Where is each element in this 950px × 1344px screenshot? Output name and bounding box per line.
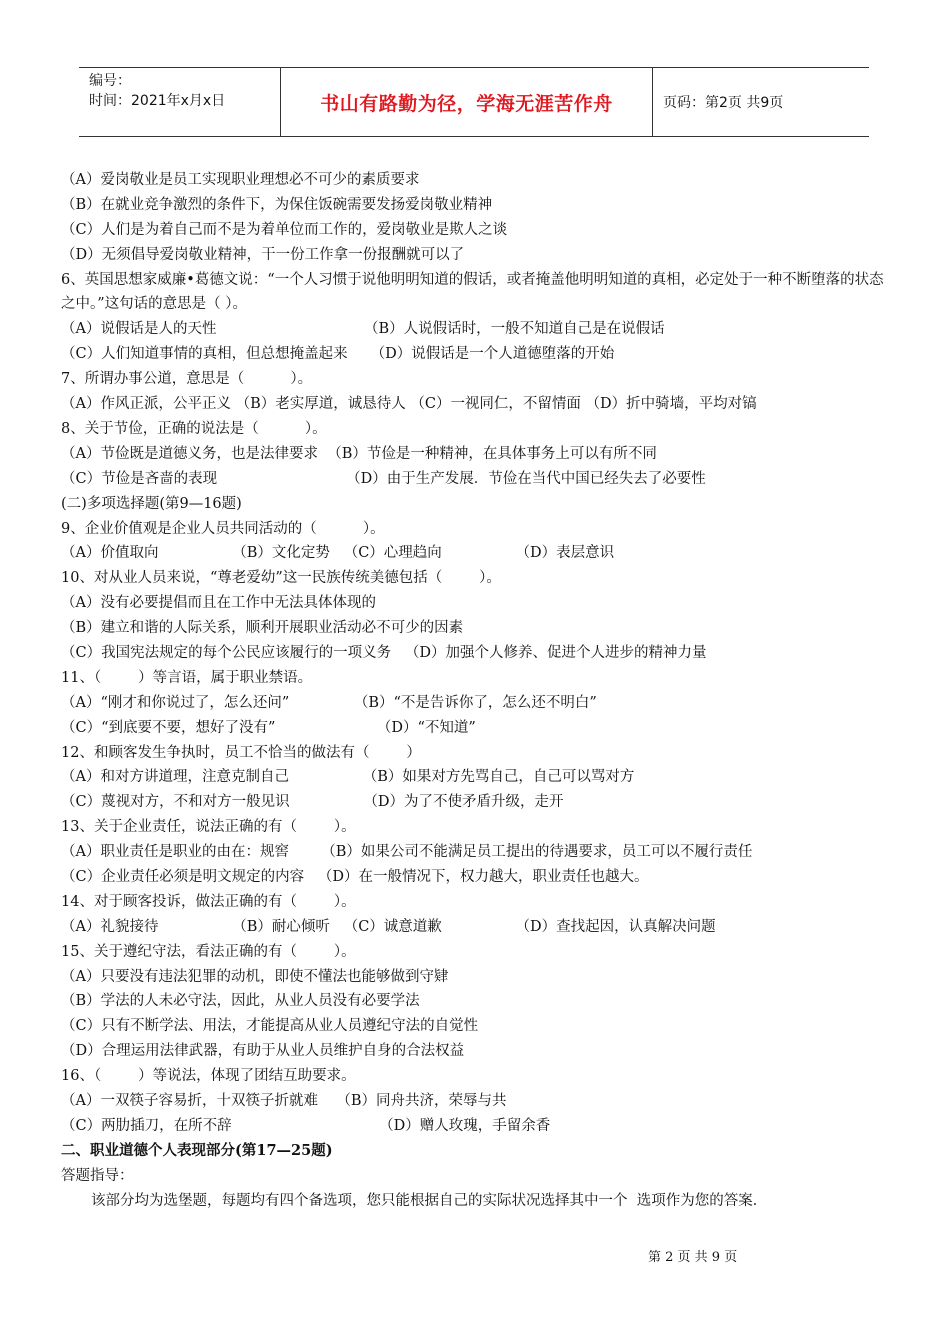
- text-line: （A）只要没有违法犯罪的动机，即使不懂法也能够做到守肄: [61, 968, 449, 985]
- text-line: （A）节俭既是道德义务，也是法律要求 （B）节俭是一种精神，在具体事务上可以有所不同: [61, 445, 657, 462]
- text-line: （A）职业责任是职业的由在：规窖 （B）如果公司不能满足员工提出的待遇要求，员工可以不履行责任: [61, 844, 753, 861]
- text-line: （C）“到底要不要，想好了没有” （D）“不知道”: [61, 719, 476, 736]
- text-line: （A）一双筷子容易折，十双筷子折就难 （B）同舟共济，荣辱与共: [61, 1093, 507, 1109]
- text-line: （C）节俭是吝啬的表现 （D）由于生产发展．节俭在当代中国已经失去了必要性: [61, 470, 706, 487]
- text-line: （C）我国宪法规定的每个公民应该履行的一项义务 （D）加强个人修养、促进个人进步的精神力量: [61, 644, 707, 661]
- text-line: （C）蔑视对方，不和对方一般见识 （D）为了不使矛盾升级，走开: [61, 794, 564, 811]
- text-line: （C）两肋插刀，在所不辞 （D）赠人玫瑰，手留余香: [61, 1117, 551, 1134]
- question-12: 12、和顾客发生争执时，员工不恰当的做法有（ ）: [61, 744, 421, 761]
- question-7: 7、所谓办事公道，意思是（ ）。: [61, 371, 313, 388]
- header-left-cell: [79, 68, 281, 136]
- question-9: 9、企业价值观是企业人员共同活动的（ ）。: [61, 520, 385, 537]
- instructions-text: 该部分均为选堡题，每题均有四个备选项，您只能根据自己的实际状况选择其中一个 选项作为您的答案．: [91, 1192, 768, 1209]
- text-line: （C）企业责任必须是明文规定的内容 （D）在一般情况下，权力越大，职业责任也越大。: [61, 868, 649, 885]
- page-indicator: 页码：第2页 共9页: [663, 95, 784, 111]
- text-line: （C）人们是为着自己而不是为着单位而工作的，爱岗敬业是欺人之谈: [61, 221, 508, 238]
- text-line: （D）合理运用法律武器，有助于从业人员维护自身的合法权益: [61, 1043, 465, 1060]
- question-16: 16、（ ）等说法，体现了团结互助要求。: [61, 1068, 356, 1085]
- text-line: （C）人们知道事情的真相，但总想掩盖起来 （D）说假话是一个人道德堕落的开始: [61, 346, 615, 363]
- question-15: 15、关于遵纪守法，看法正确的有（ ）。: [61, 943, 356, 960]
- text-line: （D）无须倡导爱岗敬业精神，干一份工作拿一份报酬就可以了: [61, 246, 465, 263]
- time-label: 时间：2021年x月x日: [89, 93, 226, 109]
- question-10: 10、对从业人员来说，“尊老爱幼”这一民族传统美德包括（ ）。: [61, 570, 501, 587]
- instructions-label: 答题指导：: [61, 1167, 134, 1184]
- part-two-heading: 二、职业道德个人表现部分(第17—25题): [61, 1141, 333, 1159]
- question-14: 14、对于顾客投诉，做法正确的有（ ）。: [61, 893, 356, 910]
- text-line: （B）建立和谐的人际关系，顺利开展职业活动必不可少的因素: [61, 620, 464, 637]
- text-line: （C）只有不断学法、用法，才能提高从业人员遵纪守法的自觉性: [61, 1018, 479, 1035]
- text-line: （B）在就业竞争激烈的条件下，为保住饭碗需要发扬爱岗敬业精神: [61, 196, 493, 213]
- text-line: （A）说假话是人的天性 （B）人说假话时，一般不知道自己是在说假话: [61, 321, 665, 338]
- question-7-options: （A）作风正派，公平正义 （B）老实厚道，诚恳待人 （C）一视同仁，不留情面 （D）折中骑墙，平均对镐: [61, 396, 757, 413]
- text-line: （A）没有必要提倡而且在工作中无法具体体现的: [61, 595, 376, 612]
- text-line: （A）礼貌接待 （B）耐心倾听 （C）诚意道歉 （D）查找起因，认真解决问题: [61, 918, 716, 935]
- text-line: （A）“刚才和你说过了，怎么还问” （B）“不是告诉你了，怎么还不明白”: [61, 694, 597, 711]
- question-13: 13、关于企业责任，说法正确的有（ ）。: [61, 819, 356, 836]
- question-11: 11、（ ）等言语，属于职业禁语。: [61, 669, 313, 686]
- motto: 书山有路勤为径，学海无涯苦作舟: [281, 68, 653, 136]
- section-heading: (二)多项选择题(第9—16题): [61, 495, 242, 512]
- document-body: [61, 168, 897, 1213]
- text-line: （A）爱岗敬业是员工实现职业理想必不可少的素质要求: [61, 172, 420, 188]
- text-line: （B）学法的人未必守法，因此，从业人员没有必要学法: [61, 993, 420, 1010]
- question-6: 6、英国思想家威廉•葛德文说：“一个人习惯于说他明明知道的假话，或者掩盖他明明知道的真相，必定处于一种不断堕落的状态之中。”这句话的意思是（ ）。: [61, 271, 884, 313]
- page-footer: 第 2 页 共 9 页: [648, 1250, 738, 1265]
- question-8: 8、关于节俭，正确的说法是（ ）。: [61, 420, 327, 437]
- page-header: [79, 67, 869, 137]
- code-label: 编号：: [89, 73, 131, 89]
- text-line: （A）价值取向 （B）文化定势 （C）心理趋向 （D）表层意识: [61, 545, 615, 562]
- text-line: （A）和对方讲道理，注意克制自己 （B）如果对方先骂自己，自己可以骂对方: [61, 769, 635, 786]
